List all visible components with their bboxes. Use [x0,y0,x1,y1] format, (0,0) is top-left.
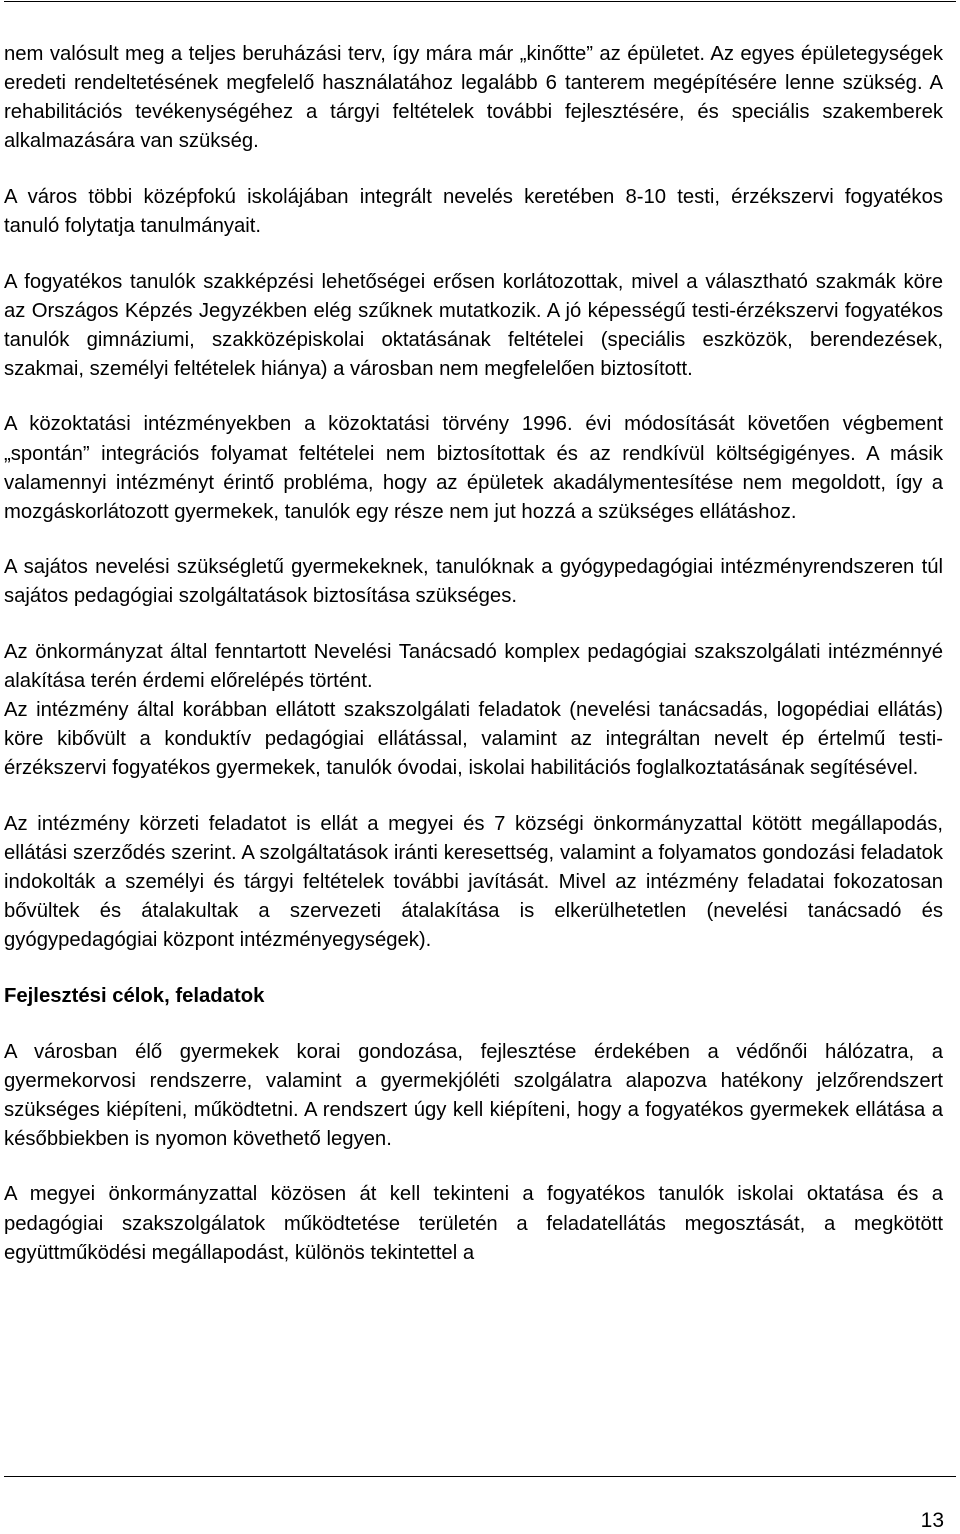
paragraph-regional-tasks: Az intézmény körzeti feladatot is ellát a megyei és 7 községi önkormányzattal kötött megállapodás, ellátási szerződés szerint. A szolgáltatások iránti keresettség, valamint a folyamatos gondozási feladatok indokolták a személyi és tárgyi feltételek további javítását. Mivel az intézmény feladatai fokozatosan bővültek és átalakultak a szervezeti átalakítása is elkerülhetetlen (nevelési tanácsadó és gyógypedagógiai központ intézményegységek). [4,812,943,952]
paragraph-county-cooperation: A megyei önkormányzattal közösen át kell tekinteni a fogyatékos tanulók iskolai oktatása és a pedagógiai szakszolgálatok működtetése területén a feladatellátás megosztását, a megkötött együttműködési megállapodást, különös tekintettel a [4,1183,943,1264]
paragraph-special-needs: A sajátos nevelési szükségletű gyermekeknek, tanulóknak a gyógypedagógiai intézményrendszeren túl sajátos pedagógiai szolgáltatások biztosítása szükséges. [4,556,943,608]
paragraph-integration-process: A közoktatási intézményekben a közoktatási törvény 1996. évi módosítását követően végbement „spontán” integrációs folyamat feltételei nem biztosítottak és az rendkívül költségigényes. A másik valamennyi intézményt érintő probléma, hogy az épületek akadálymentesítése nem megoldott, így a mozgáskorlátozott gyermekek, tanulók egy része nem jut hozzá a szükséges ellátáshoz. [4,413,943,523]
paragraph-vocational-training: A fogyatékos tanulók szakképzési lehetőségei erősen korlátozottak, mivel a választható szakmák köre az Országos Képzés Jegyzékben elég szűknek mutatkozik. A jó képességű testi-érzékszervi fogyatékos tanulók gimnáziumi, szakközépiskolai oktatásának feltételei (speciális eszközök, berendezések, szakmai, személyi feltételek hiánya) a városban nem megfelelően biztosított. [4,270,943,380]
paragraph-building-plan: nem valósult meg a teljes beruházási terv, így mára már „kinőtte” az épületet. Az egyes épületegységek eredeti rendeltetésének megfelelő használatához legalább 6 tanterem megépítésére lenne szükség. A rehabilitációs tevékenységéhez a tárgyi feltételek további fejlesztésére, és speciális szakemberek alkalmazására van szükség. [4,43,943,153]
section-heading: Fejlesztési célok, feladatok [4,984,265,1007]
footer-rule [4,1476,956,1477]
paragraph-institution-tasks: Az intézmény által korábban ellátott szakszolgálati feladatok (nevelési tanácsadás, logopédiai ellátás) köre kibővült a konduktív pedagógiai ellátással, valamint az integráltan nevelt ép értelmű testi- érzékszervi fogyatékos gyermekek, tanulók óvodai, iskolai habilitációs foglalkoztatásának segítésével. [4,699,943,780]
paragraph-counseling-center: Az önkormányzat által fenntartott Nevelési Tanácsadó komplex pedagógiai szakszolgálati intézménnyé alakítása terén érdemi előrelépés történt. [4,641,943,693]
document-body [4,40,943,1268]
paragraph-secondary-schools: A város többi középfokú iskolájában integrált nevelés keretében 8-10 testi, érzékszervi fogyatékos tanuló folytatja tanulmányait. [4,185,943,237]
top-rule [4,1,956,2]
page-number: 13 [920,1509,944,1532]
paragraph-early-care: A városban élő gyermekek korai gondozása, fejlesztése érdekében a védőnői hálózatra, a gyermekorvosi rendszerre, valamint a gyermekjóléti szolgálatra alapozva hatékony jelzőrendszert szükséges kiépíteni, működtetni. A rendszert úgy kell kiépíteni, hogy a fogyatékos gyermekek ellátása a későbbiekben is nyomon követhető legyen. [4,1040,943,1150]
